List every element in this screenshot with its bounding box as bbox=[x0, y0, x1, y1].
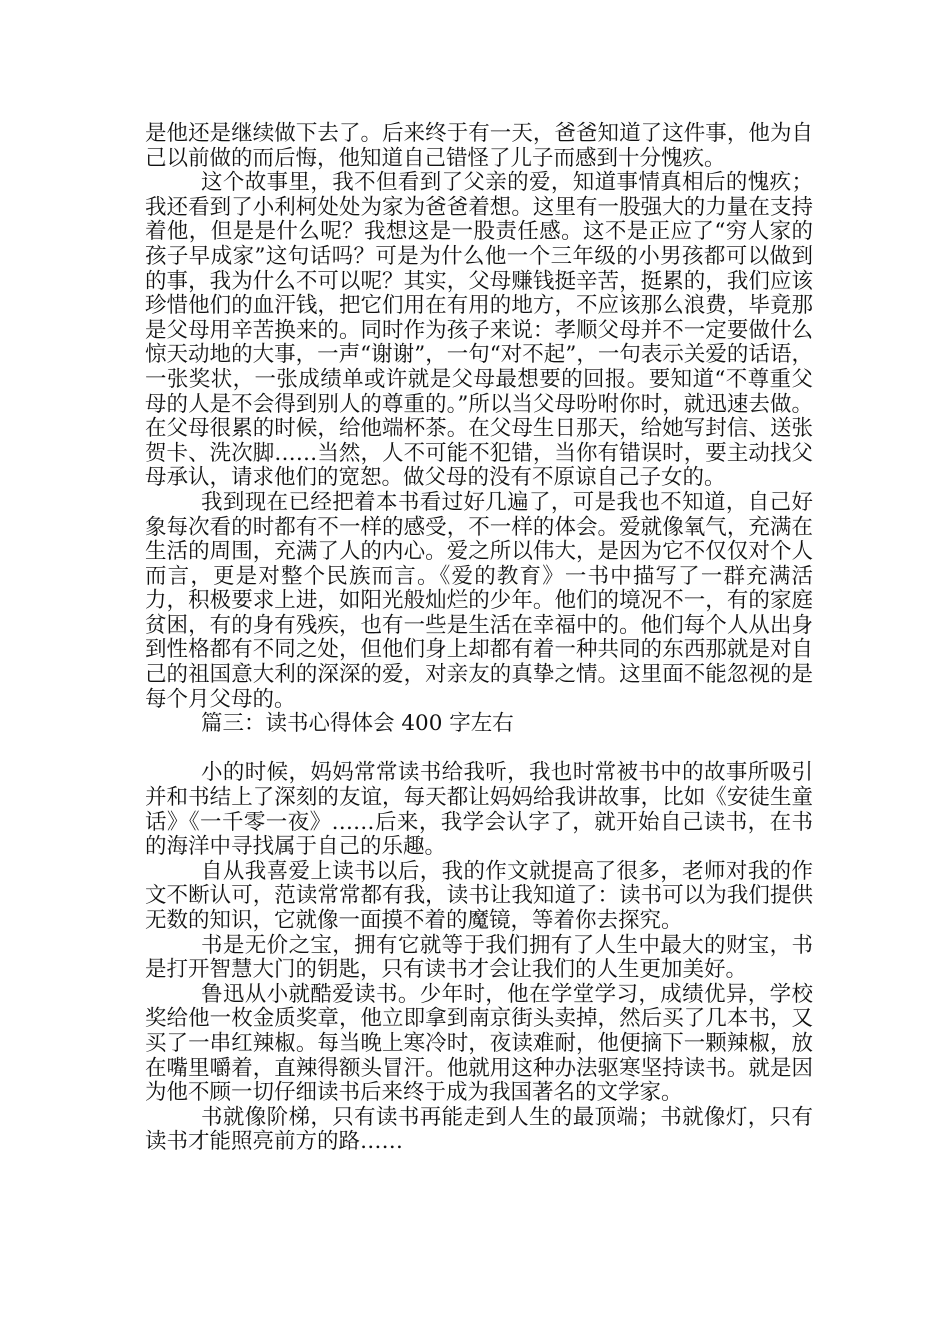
paragraph-continuation: 是他还是继续做下去了。后来终于有一天，爸爸知道了这件事，他为自己以前做的而后悔，他知道自己错怪了儿子而感到十分愧疚。 bbox=[145, 121, 813, 171]
paragraph-story-reflection: 这个故事里，我不但看到了父亲的爱，知道事情真相后的愧疚；我还看到了小利柯处处为家为爸爸着想。这里有一股强大的力量在支持着他，但是是什么呢？我想这是一股责任感。这不是正应了“穷人家的孩子早成家”这句话吗？可是为什么他一个三年级的小男孩都可以做到的事，我为什么不可以呢？其实，父母赚钱挺辛苦，挺累的，我们应该珍惜他们的血汗钱，把它们用在有用的地方，不应该那么浪费，毕竟那是父母用辛苦换来的。同时作为孩子来说：孝顺父母并不一定要做什么惊天动地的大事，一声“谢谢”，一句“对不起”，一句表示关爱的话语，一张奖状，一张成绩单或许就是父母最想要的回报。要知道“不尊重父母的人是不会得到别人的尊重的。”所以当父母吩咐你时，就迅速去做。在父母很累的时候，给他端杯茶。在父母生日那天，给她写封信、送张贺卡、洗次脚……当然，人不可能不犯错，当你有错误时，要主动找父母承认，请求他们的宽恕。做父母的没有不原谅自己子女的。 bbox=[145, 170, 813, 491]
paragraph-luxun-story: 鲁迅从小就酷爱读书。少年时，他在学堂学习，成绩优异，学校奖给他一枚金质奖章，他立即拿到南京街头卖掉，然后买了几本书，又买了一串红辣椒。每当晚上寒冷时，夜读难耐，他便摘下一颗辣椒，放在嘴里嚼着，直辣得额头冒汗。他就用这种办法驱寒坚持读书。就是因为他不顾一切仔细读书后来终于成为我国著名的文学家。 bbox=[145, 981, 813, 1106]
paragraph-writing-improved: 自从我喜爱上读书以后，我的作文就提高了很多，老师对我的作文不断认可，范读常常都有我，读书让我知道了：读书可以为我们提供无数的知识，它就像一面摸不着的魔镜，等着你去探究。 bbox=[145, 858, 813, 933]
document-body bbox=[145, 122, 813, 1155]
section-heading: 篇三：读书心得体会 400 字左右 bbox=[201, 711, 514, 737]
paragraph-book-treasure: 书是无价之宝，拥有它就等于我们拥有了人生中最大的财宝，书是打开智慧大门的钥匙，只有读书才会让我们的人生更加美好。 bbox=[145, 932, 813, 983]
paragraph-book-ladder: 书就像阶梯，只有读书再能走到人生的最顶端；书就像灯，只有读书才能照亮前方的路…… bbox=[145, 1104, 813, 1155]
paragraph-childhood-reading: 小的时候，妈妈常常读书给我听，我也时常被书中的故事所吸引并和书结上了深刻的友谊，每天都让妈妈给我讲故事，比如《安徒生童话》《一千零一夜》……后来，我学会认字了，就开始自己读书，在书的海洋中寻找属于自己的乐趣。 bbox=[145, 760, 813, 860]
blank-line bbox=[145, 737, 813, 762]
paragraph-love-education: 我到现在已经把着本书看过好几遍了，可是我也不知道，自己好象每次看的时都有不一样的感受，不一样的体会。爱就像氧气，充满在生活的周围，充满了人的内心。爱之所以伟大，是因为它不仅仅对个人而言，更是对整个民族而言。《爱的教育》一书中描写了一群充满活力，积极要求上进，如阳光般灿烂的少年。他们的境况不一，有的家庭贫困，有的身有残疾，也有一些是生活在幸福中的。他们每个人从出身到性格都有不同之处，但他们身上却都有着一种共同的东西那就是对自己的祖国意大利的深深的爱，对亲友的真挚之情。这里面不能忽视的是每个月父母的。 bbox=[145, 489, 813, 712]
